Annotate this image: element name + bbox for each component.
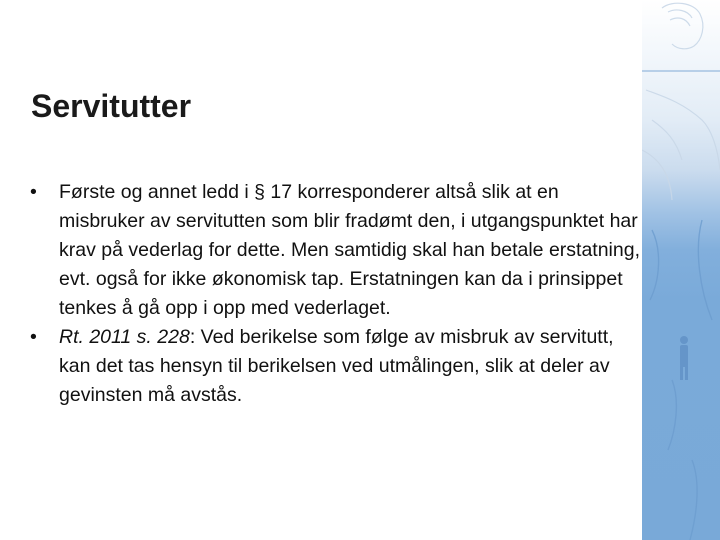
case-citation: Rt. 2011 s. 228 [59,326,190,348]
bullet-marker: • [30,181,37,203]
bullet-text: : Ved berikelse som følge av misbruk av servitutt, kan det tas hensyn til berikelsen ved utmålingen, slik at deler av gevinsten må avstås. [59,326,614,406]
list-item [30,178,640,323]
slide-title: Servitutter [31,88,192,124]
bullet-list [30,178,640,410]
bullet-text: Første og annet ledd i § 17 korresponderer altså slik at en misbruker av servitutten som blir fradømt den, i utgangspunktet har krav på vederlag for dette. Men samtidig skal han betale erstatning, evt. også for ikke økonomisk tap. Erstatningen kan da i prinsippet tenkes å gå opp i opp med vederlaget. [59,181,640,319]
sculpture-watermark-icon [642,0,720,540]
list-item [30,323,640,410]
decorative-side-strip [642,0,720,540]
bullet-marker: • [30,326,37,348]
bullet-text-with-citation [59,323,640,410]
